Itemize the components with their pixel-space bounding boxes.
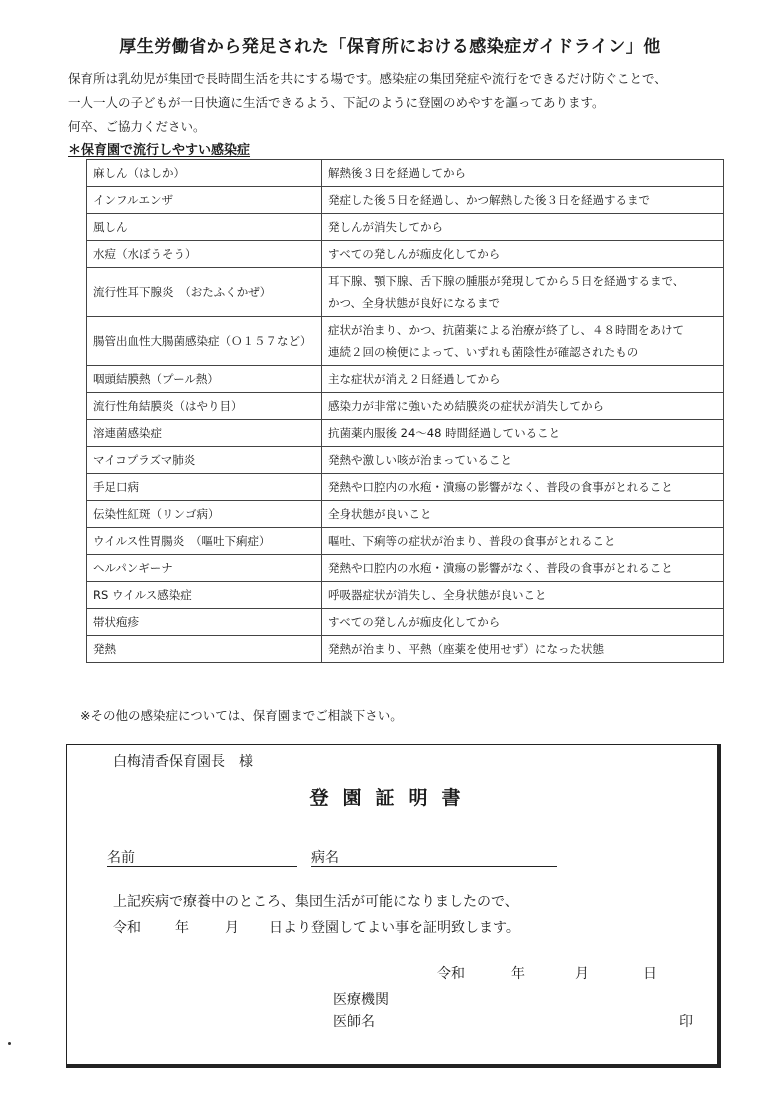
return-condition <box>322 317 724 366</box>
certificate-addressee: 白梅清香保育園長 様 <box>113 754 253 770</box>
return-condition <box>322 160 724 187</box>
note-text: ※その他の感染症については、保育園までご相談下さい。 <box>80 708 403 723</box>
intro-line: 一人一人の子どもが一日快適に生活できるよう、下記のように登園のめやすを謳ってあります。 <box>68 95 605 110</box>
return-condition <box>322 187 724 214</box>
table-row <box>87 474 724 501</box>
doctor-label: 医師名 <box>333 1014 375 1030</box>
attendance-certificate <box>66 744 721 1068</box>
table-row <box>87 528 724 555</box>
disease-name: 伝染性紅斑（リンゴ病） <box>87 501 322 528</box>
return-condition <box>322 393 724 420</box>
condition-line: すべての発しんが痂皮化してから <box>328 247 501 261</box>
intro-line: 何卒、ご協力ください。 <box>68 119 206 134</box>
disease-table <box>86 159 724 663</box>
return-condition <box>322 636 724 663</box>
table-row <box>87 636 724 663</box>
intro-paragraph <box>68 67 748 139</box>
disease-name: 腸管出血性大腸菌感染症（Ｏ１５７など） <box>87 317 322 366</box>
return-condition <box>322 420 724 447</box>
table-row <box>87 393 724 420</box>
body-year: 年 <box>175 920 189 936</box>
return-condition <box>322 214 724 241</box>
return-condition <box>322 447 724 474</box>
condition-line: 症状が治まり、かつ、抗菌薬による治療が終了し、４８時間をあけて <box>328 323 685 337</box>
return-condition <box>322 474 724 501</box>
page-title: 厚生労働省から発足された「保育所における感染症ガイドライン」他 <box>119 37 661 57</box>
date-year: 年 <box>511 966 525 982</box>
return-condition <box>322 555 724 582</box>
condition-line: 全身状態が良いこと <box>328 507 432 521</box>
disease-name: マイコプラズマ肺炎 <box>87 447 322 474</box>
return-condition <box>322 268 724 317</box>
condition-line: 耳下腺、顎下腺、舌下腺の腫脹が発現してから５日を経過するまで、 <box>328 274 685 288</box>
condition-line: すべての発しんが痂皮化してから <box>328 615 501 629</box>
table-row <box>87 366 724 393</box>
institution-label: 医療機関 <box>333 992 389 1008</box>
return-condition <box>322 609 724 636</box>
condition-line: 発熱が治まり、平熱（座薬を使用せず）になった状態 <box>328 642 604 656</box>
disease-name: 帯状疱疹 <box>87 609 322 636</box>
disease-field[interactable] <box>311 847 557 867</box>
disease-name: インフルエンザ <box>87 187 322 214</box>
disease-name: ウイルス性胃腸炎 （嘔吐下痢症） <box>87 528 322 555</box>
disease-name: 水痘（水ぼうそう） <box>87 241 322 268</box>
table-row <box>87 241 724 268</box>
body-day-text: 日より登園してよい事を証明致します。 <box>269 920 520 936</box>
table-row <box>87 555 724 582</box>
table-row <box>87 160 724 187</box>
table-row <box>87 582 724 609</box>
date-era: 令和 <box>437 966 465 982</box>
condition-line: 抗菌薬内服後 24～48 時間経過していること <box>328 426 561 440</box>
disease-name: RS ウイルス感染症 <box>87 582 322 609</box>
condition-line: 連続２回の検便によって、いずれも菌陰性が確認されたもの <box>328 345 639 359</box>
table-row <box>87 187 724 214</box>
condition-line: 発熱や口腔内の水疱・潰瘍の影響がなく、普段の食事がとれること <box>328 561 673 575</box>
name-label: 名前 <box>107 850 135 866</box>
return-condition <box>322 582 724 609</box>
disease-name: 麻しん（はしか） <box>87 160 322 187</box>
table-row <box>87 317 724 366</box>
return-condition <box>322 241 724 268</box>
return-condition <box>322 501 724 528</box>
certificate-body-line: 上記疾病で療養中のところ、集団生活が可能になりましたので、 <box>113 894 519 910</box>
seal-mark: 印 <box>679 1014 693 1030</box>
condition-line: 発熱や口腔内の水疱・潰瘍の影響がなく、普段の食事がとれること <box>328 480 673 494</box>
return-condition <box>322 528 724 555</box>
date-day: 日 <box>643 966 657 982</box>
disease-name: 発熱 <box>87 636 322 663</box>
disease-name: 溶連菌感染症 <box>87 420 322 447</box>
condition-line: 発熱や激しい咳が治まっていること <box>328 453 512 467</box>
table-row <box>87 420 724 447</box>
condition-line: かつ、全身状態が良好になるまで <box>328 296 501 310</box>
condition-line: 主な症状が消え２日経過してから <box>328 372 501 386</box>
return-condition <box>322 366 724 393</box>
section-heading: ＊保育園で流行しやすい感染症 <box>68 143 251 158</box>
intro-line: 保育所は乳幼児が集団で長時間生活を共にする場です。感染症の集団発症や流行をできるだけ防ぐことで、 <box>68 71 667 86</box>
table-row <box>87 268 724 317</box>
disease-name: 咽頭結膜熱（プール熱） <box>87 366 322 393</box>
condition-line: 解熱後３日を経過してから <box>328 166 466 180</box>
table-row <box>87 501 724 528</box>
condition-line: 嘔吐、下痢等の症状が治まり、普段の食事がとれること <box>328 534 616 548</box>
disease-name: 流行性耳下腺炎 （おたふくかぜ） <box>87 268 322 317</box>
table-row <box>87 447 724 474</box>
disease-name: 風しん <box>87 214 322 241</box>
condition-line: 発しんが消失してから <box>328 220 443 234</box>
disease-name: 手足口病 <box>87 474 322 501</box>
disease-label: 病名 <box>311 850 339 866</box>
condition-line: 感染力が非常に強いため結膜炎の症状が消失してから <box>328 399 604 413</box>
body-month: 月 <box>225 920 239 936</box>
condition-line: 呼吸器症状が消失し、全身状態が良いこと <box>328 588 547 602</box>
certificate-title: 登園証明書 <box>309 787 475 809</box>
date-month: 月 <box>575 966 589 982</box>
name-field[interactable] <box>107 847 297 867</box>
table-row <box>87 214 724 241</box>
condition-line: 発症した後５日を経過し、かつ解熱した後３日を経過するまで <box>328 193 650 207</box>
disease-name: ヘルパンギーナ <box>87 555 322 582</box>
table-row <box>87 609 724 636</box>
scan-speck <box>8 1042 11 1045</box>
disease-name: 流行性角結膜炎（はやり目） <box>87 393 322 420</box>
body-era: 令和 <box>113 920 141 936</box>
